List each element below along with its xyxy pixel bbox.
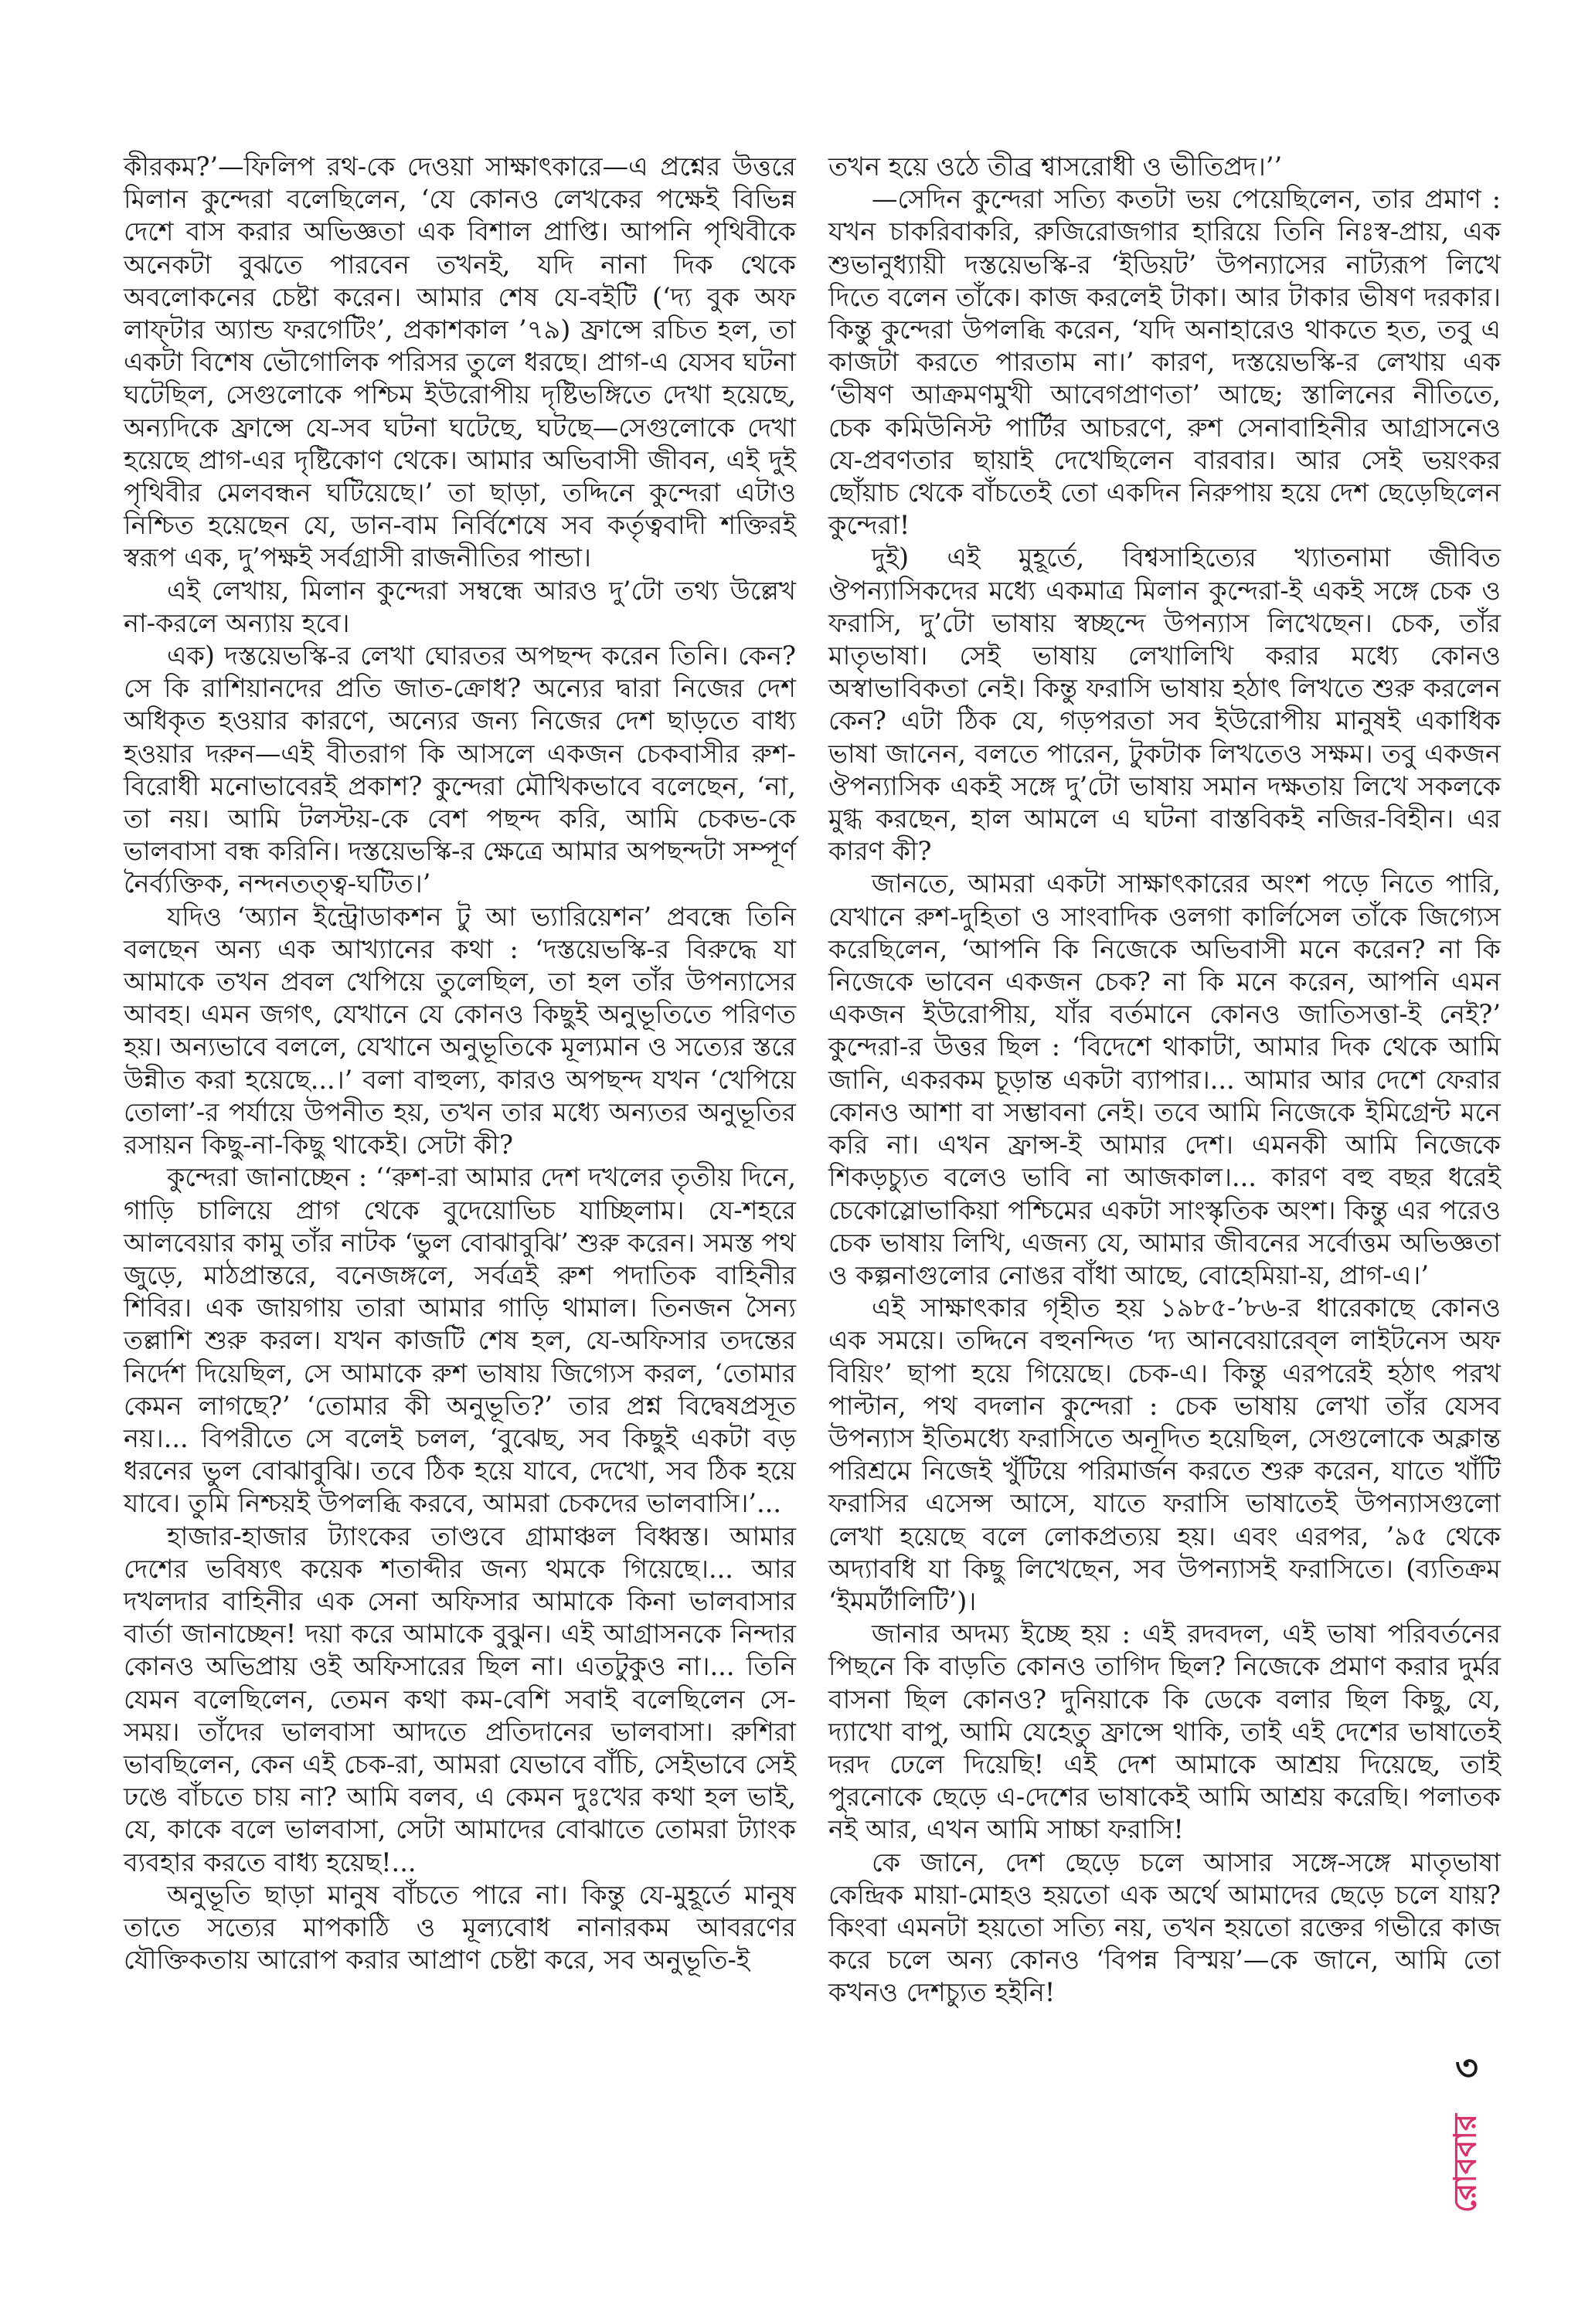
paragraph: কুন্দেরা জানাচ্ছেন : ‘‘রুশ-রা আমার দেশ দখলের তৃতীয় দিনে, গাড়ি চালিয়ে প্রাগ থেকে বুদেয়োভিচ যাচ্ছিলাম। যে-শহরে আলবেয়ার কামু তাঁর নাটক ‘ভুল বোঝাবুঝি’ শুরু করেন। সমস্ত পথ জুড়ে, মাঠপ্রান্তরে, বনেজঙ্গলে, সর্বত্রই রুশ পদাতিক বাহিনীর শিবির। এক জায়গায় তারা আমার গাড়ি থামাল। তিনজন সৈন্য তল্লাশি শুরু করল। যখন কাজটি শেষ হল, যে-অফিসার তদন্তের নির্দেশ দিয়েছিল, সে আমাকে রুশ ভাষায় জিগ্যেস করল, ‘তোমার কেমন লাগছে?’ ‘তোমার কী অনুভূতি?’ তার প্রশ্ন বিদ্বেষপ্রসূত নয়।... বিপরীতে সে বলেই চলল, ‘বুঝেছ, সব কিছুই একটা বড় ধরনের ভুল বোঝাবুঝি। তবে ঠিক হয়ে যাবে, দেখো, সব ঠিক হয়ে যাবে। তুমি নিশ্চয়ই উপলব্ধি করবে, আমরা চেকদের ভালবাসি।’...: [124, 1162, 796, 1519]
paragraph: হাজার-হাজার ট্যাংকের তাণ্ডবে গ্রামাঞ্চল বিধ্বস্ত। আমার দেশের ভবিষ্যৎ কয়েক শতাব্দীর জন্য থমকে গিয়েছে।... আর দখলদার বাহিনীর এক সেনা অফিসার আমাকে কিনা ভালবাসার বার্তা জানাচ্ছেন! দয়া করে আমাকে বুঝুন। এই আগ্রাসনকে নিন্দার কোনও অভিপ্রায় ওই অফিসারের ছিল না। এতটুকুও না।... তিনি যেমন বলেছিলেন, তেমন কথা কম-বেশি সবাই বলেছিলেন সে-সময়। তাঁদের ভালবাসা আদতে প্রতিদানের ভালবাসা। রুশিরা ভাবছিলেন, কেন এই চেক-রা, আমরা যেভাবে বাঁচি, সেইভাবে সেই ঢঙে বাঁচতে চায় না? আমি বলব, এ কেমন দুঃখের কথা হল ভাই, যে, কাকে বলে ভালবাসা, সেটা আমাদের বোঝাতে তোমরা ট্যাংক ব্যবহার করতে বাধ্য হয়েছ!...: [124, 1520, 796, 1877]
paragraph: অনুভূতি ছাড়া মানুষ বাঁচতে পারে না। কিন্তু যে-মুহূর্তে মানুষ তাতে সত্যের মাপকাঠি ও মূল্যবোধ নানারকম আবরণের যৌক্তিকতায় আরোপ করার আপ্রাণ চেষ্টা করে, সব অনুভূতি-ই: [124, 1879, 796, 1976]
paragraph: কে জানে, দেশ ছেড়ে চলে আসার সঙ্গে-সঙ্গে মাতৃভাষা কেন্দ্রিক মায়া-মোহও হয়তো এক অর্থে আমাদের ছেড়ে চলে যায়? কিংবা এমনটা হয়তো সত্যি নয়, তখন হয়তো রক্তের গভীরে কাজ করে চলে অন্য কোনও ‘বিপন্ন বিস্ময়’—কে জানে, আমি তো কখনও দেশচ্যুত হইনি!: [828, 1847, 1501, 2008]
paragraph: জানার অদম্য ইচ্ছে হয় : এই রদবদল, এই ভাষা পরিবর্তনের পিছনে কি বাড়তি কোনও তাগিদ ছিল? নিজেকে প্রমাণ করার দুর্মর বাসনা ছিল কোনও? দুনিয়াকে কি ডেকে বলার ছিল কিছু, যে, দ্যাখো বাপু, আমি যেহেতু ফ্রান্সে থাকি, তাই এই দেশের ভাষাতেই দরদ ঢেলে দিয়েছি! এই দেশ আমাকে আশ্রয় দিয়েছে, তাই পুরনোকে ছেড়ে এ-দেশের ভাষাকেই আমি আশ্রয় করেছি। পলাতক নই আর, এখন আমি সাচ্চা ফরাসি!: [828, 1619, 1501, 1845]
paragraph: যদিও ‘অ্যান ইন্ট্রোডাকশন টু আ ভ্যারিয়েশন’ প্রবন্ধে তিনি বলছেন অন্য এক আখ্যানের কথা : ‘দস্তয়েভস্কি-র বিরুদ্ধে যা আমাকে তখন প্রবল খেপিয়ে তুলেছিল, তা হল তাঁর উপন্যাসের আবহ। এমন জগৎ, যেখানে যে কোনও কিছুই অনুভূতিতে পরিণত হয়। অন্যভাবে বললে, যেখানে অনুভূতিকে মূল্যমান ও সত্যের স্তরে উন্নীত করা হয়েছে...।’ বলা বাহুল্য, কারও অপছন্দ যখন ‘খেপিয়ে তোলা’-র পর্যায়ে উপনীত হয়, তখন তার মধ্যে অন্যতর অনুভূতির রসায়ন কিছু-না-কিছু থাকেই। সেটা কী?: [124, 901, 796, 1160]
left-column: [124, 151, 796, 1976]
paragraph: এই লেখায়, মিলান কুন্দেরা সম্বন্ধে আরও দু’টো তথ্য উল্লেখ না-করলে অন্যায় হবে।: [124, 575, 796, 638]
right-column: [828, 151, 1501, 2010]
magazine-name: রোববার: [1447, 2114, 1484, 2213]
page-footer: [1444, 2047, 1490, 2233]
paragraph: —সেদিন কুন্দেরা সত্যি কতটা ভয় পেয়েছিলেন, তার প্রমাণ : যখন চাকরিবাকরি, রুজিরোজগার হারিয়ে তিনি নিঃস্ব-প্রায়, এক শুভানুধ্যায়ী দস্তয়েভস্কি-র ‘ইডিয়ট’ উপন্যাসের নাট্যরূপ লিখে দিতে বলেন তাঁকে। কাজ করলেই টাকা। আর টাকার ভীষণ দরকার। কিন্তু কুন্দেরা উপলব্ধি করেন, ‘যদি অনাহারেও থাকতে হত, তবু এ কাজটা করতে পারতাম না।’ কারণ, দস্তয়েভস্কি-র লেখায় এক ‘ভীষণ আক্রমণমুখী আবেগপ্রাণতা’ আছে; স্তালিনের নীতিতে, চেক কমিউনিস্ট পার্টির আচরণে, রুশ সেনাবাহিনীর আগ্রাসনেও যে-প্রবণতার ছায়াই দেখেছিলেন বারবার। আর সেই ভয়ংকর ছোঁয়াচ থেকে বাঁচতেই তো একদিন নিরুপায় হয়ে দেশ ছেড়েছিলেন কুন্দেরা!: [828, 184, 1501, 541]
paragraph: জানতে, আমরা একটা সাক্ষাৎকারের অংশ পড়ে নিতে পারি, যেখানে রুশ-দুহিতা ও সাংবাদিক ওলগা কার্লিসেল তাঁকে জিগ্যেস করেছিলেন, ‘আপনি কি নিজেকে অভিবাসী মনে করেন? না কি নিজেকে ভাবেন একজন চেক? না কি মনে করেন, আপনি এমন একজন ইউরোপীয়, যাঁর বর্তমানে কোনও জাতিসত্তা-ই নেই?’ কুন্দেরা-র উত্তর ছিল : ‘বিদেশে থাকাটা, আমার দিক থেকে আমি জানি, একরকম চূড়ান্ত একটা ব্যাপার।... আমার আর দেশে ফেরার কোনও আশা বা সম্ভাবনা নেই। তবে আমি নিজেকে ইমিগ্রেন্ট মনে করি না। এখন ফ্রান্স-ই আমার দেশ। এমনকী আমি নিজেকে শিকড়চ্যুত বলেও ভাবি না আজকাল।... কারণ বহু বছর ধরেই চেকোস্লোভাকিয়া পশ্চিমের একটা সাংস্কৃতিক অংশ। কিন্তু এর পরেও চেক ভাষায় লিখি, এজন্য যে, আমার জীবনের সর্বোত্তম অভিজ্ঞতা ও কল্পনাগুলোর নোঙর বাঁধা আছে, বোহেমিয়া-য়, প্রাগ-এ।’: [828, 868, 1501, 1290]
paragraph: এই সাক্ষাৎকার গৃহীত হয় ১৯৮৫-’৮৬-র ধারেকাছে কোনও এক সময়ে। তদ্দিনে বহুনন্দিত ‘দ্য আনবেয়ারেব্‌ল লাইটনেস অফ বিয়িং’ ছাপা হয়ে গিয়েছে। চেক-এ। কিন্তু এরপরেই হঠাৎ পরখ পাল্টান, পথ বদলান কুন্দেরা : চেক ভাষায় লেখা তাঁর যেসব উপন্যাস ইতিমধ্যে ফরাসিতে অনূদিত হয়েছিল, সেগুলোকে অক্লান্ত পরিশ্রমে নিজেই খুঁটিয়ে পরিমার্জন করতে শুরু করেন, যাতে খাঁটি ফরাসির এসেন্স আসে, যাতে ফরাসি ভাষাতেই উপন্যাসগুলো লেখা হয়েছে বলে লোকপ্রত্যয় হয়। এবং এরপর, ’৯৫ থেকে অদ্যাবধি যা কিছু লিখেছেন, সব উপন্যাসই ফরাসিতে। (ব্যতিক্রম ‘ইমমর্টালিটি’)।: [828, 1293, 1501, 1616]
paragraph: দুই) এই মুহূর্তে, বিশ্বসাহিত্যের খ্যাতনামা জীবিত ঔপন্যাসিকদের মধ্যে একমাত্র মিলান কুন্দেরা-ই একই সঙ্গে চেক ও ফরাসি, দু’টো ভাষায় স্বচ্ছন্দে উপন্যাস লিখেছেন। চেক, তাঁর মাতৃভাষা। সেই ভাষায় লেখালিখি করার মধ্যে কোনও অস্বাভাবিকতা নেই। কিন্তু ফরাসি ভাষায় হঠাৎ লিখতে শুরু করলেন কেন? এটা ঠিক যে, গড়পরতা সব ইউরোপীয় মানুষই একাধিক ভাষা জানেন, বলতে পারেন, টুকটাক লিখতেও সক্ষম। তবু একজন ঔপন্যাসিক একই সঙ্গে দু’টো ভাষায় সমান দক্ষতায় লিখে সকলকে মুগ্ধ করছেন, হাল আমলে এ ঘটনা বাস্তবিকই নজির-বিহীন। এর কারণ কী?: [828, 542, 1501, 867]
page-number: ৩: [1455, 2047, 1478, 2088]
paragraph: তখন হয়ে ওঠে তীব্র শ্বাসরোধী ও ভীতিপ্রদ।’’: [828, 151, 1283, 182]
paragraph: কীরকম?’—ফিলিপ রথ-কে দেওয়া সাক্ষাৎকারে—এ প্রশ্নের উত্তরে মিলান কুন্দেরা বলেছিলেন, ‘যে কোনও লেখকের পক্ষেই বিভিন্ন দেশে বাস করার অভিজ্ঞতা এক বিশাল প্রাপ্তি। আপনি পৃথিবীকে অনেকটা বুঝতে পারবেন তখনই, যদি নানা দিক থেকে অবলোকনের চেষ্টা করেন। আমার শেষ যে-বইটি (‘দ্য বুক অফ লাফ্‌টার অ্যান্ড ফরগেটিং’, প্রকাশকাল ’৭৯) ফ্রান্সে রচিত হল, তা একটা বিশেষ ভৌগোলিক পরিসর তুলে ধরছে। প্রাগ-এ যেসব ঘটনা ঘটেছিল, সেগুলোকে পশ্চিম ইউরোপীয় দৃষ্টিভঙ্গিতে দেখা হয়েছে, অন্যদিকে ফ্রান্সে যে-সব ঘটনা ঘটেছে, ঘটছে—সেগুলোকে দেখা হয়েছে প্রাগ-এর দৃষ্টিকোণ থেকে। আমার অভিবাসী জীবন, এই দুই পৃথিবীর মেলবন্ধন ঘটিয়েছে।’ তা ছাড়া, তদ্দিনে কুন্দেরা এটাও নিশ্চিত হয়েছেন যে, ডান-বাম নির্বিশেষে সব কর্তৃত্ববাদী শক্তিরই স্বরূপ এক, দু’পক্ষই সর্বগ্রাসী রাজনীতির পান্ডা।: [124, 151, 796, 573]
paragraph: এক) দস্তয়েভস্কি-র লেখা ঘোরতর অপছন্দ করেন তিনি। কেন? সে কি রাশিয়ানদের প্রতি জাত-ক্রোধ? অন্যের দ্বারা নিজের দেশ অধিকৃত হওয়ার কারণে, অন্যের জন্য নিজের দেশ ছাড়তে বাধ্য হওয়ার দরুন—এই বীতরাগ কি আসলে একজন চেকবাসীর রুশ-বিরোধী মনোভাবেরই প্রকাশ? কুন্দেরা মৌখিকভাবে বলেছেন, ‘না, তা নয়। আমি টলস্টয়-কে বেশ পছন্দ করি, আমি চেকভ-কে ভালবাসা বন্ধ করিনি। দস্তয়েভস্কি-র ক্ষেত্রে আমার অপছন্দটা সম্পূর্ণ নৈর্ব্যক্তিক, নন্দনতত্ত্ব-ঘটিত।’: [124, 640, 796, 899]
